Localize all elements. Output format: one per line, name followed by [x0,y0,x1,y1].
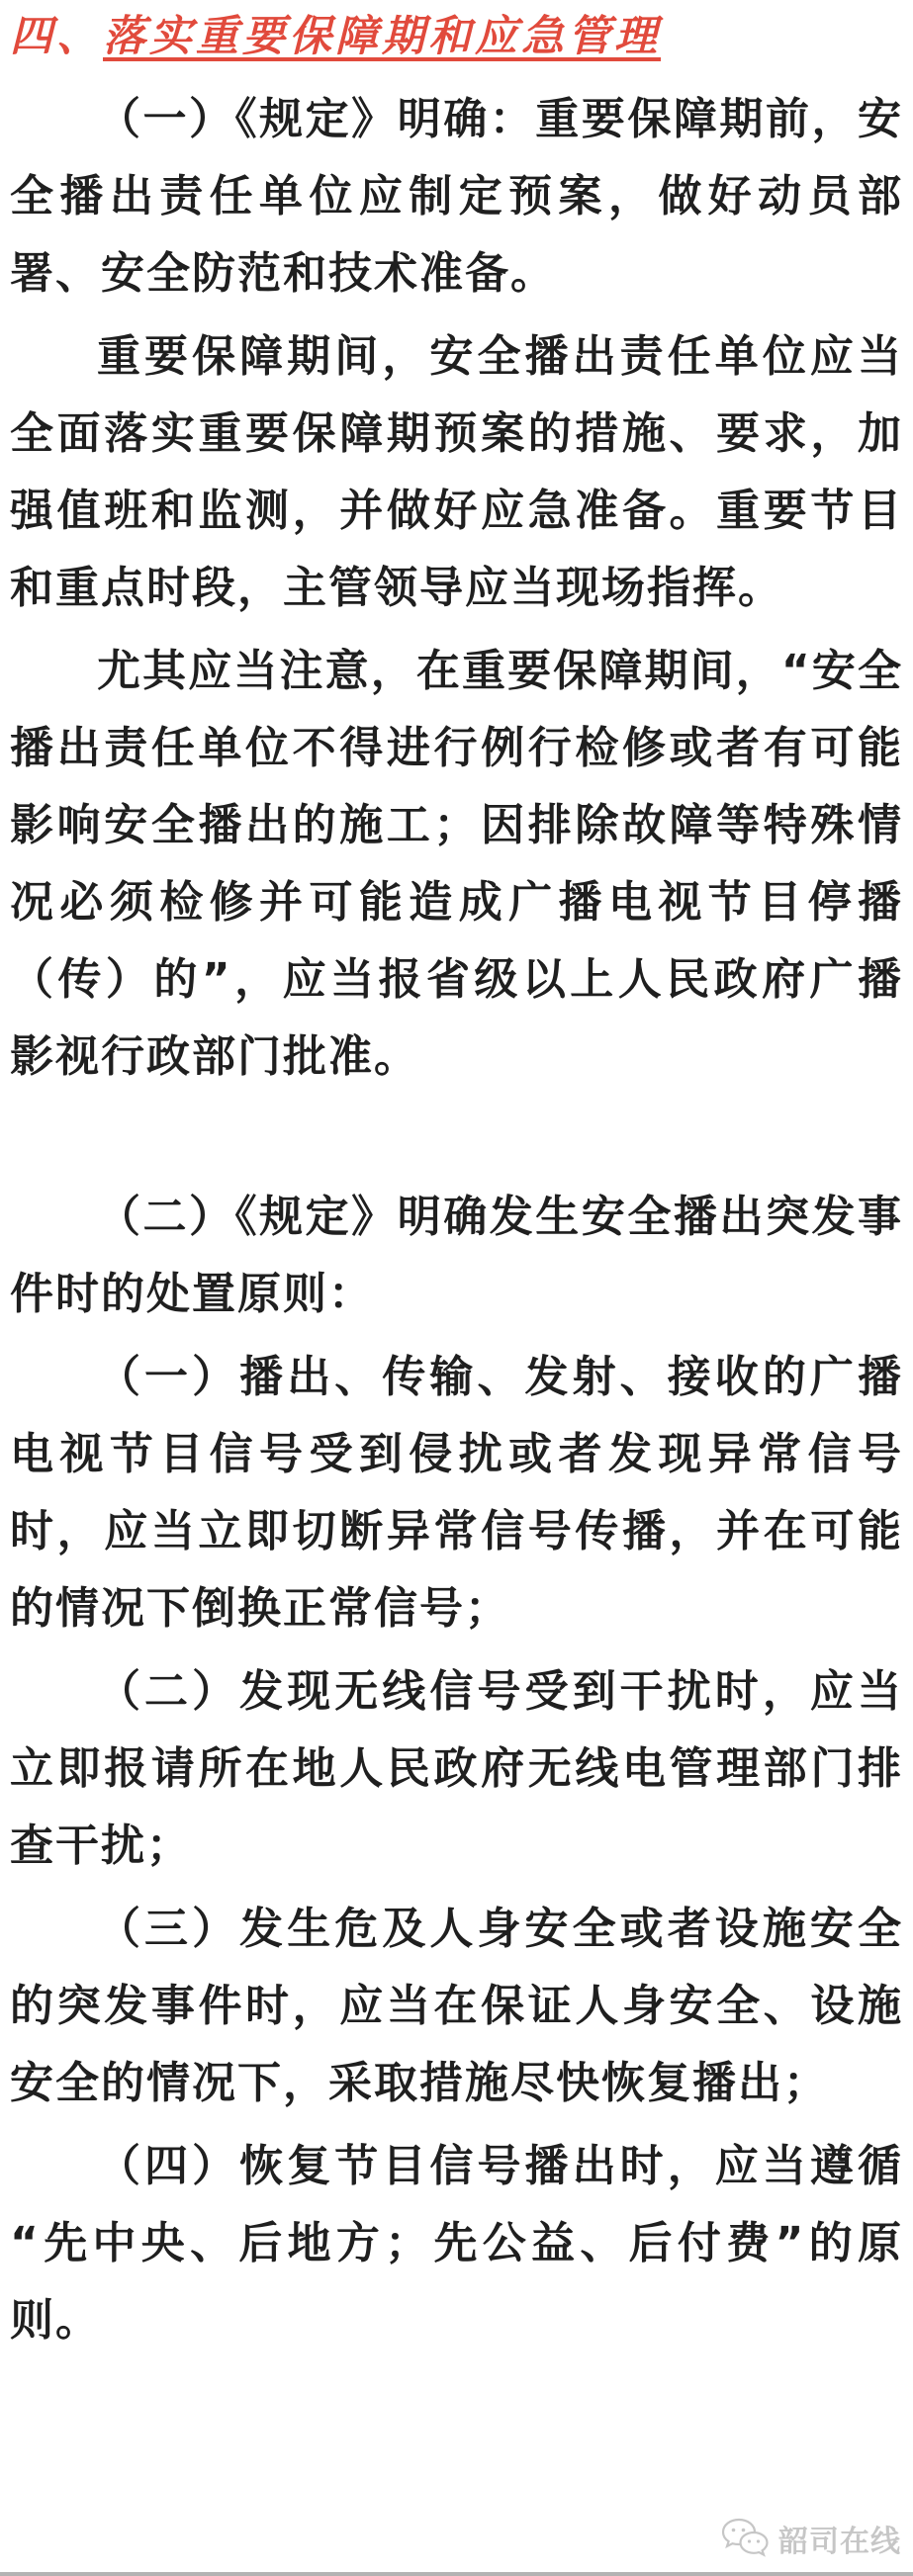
heading-title: 落实重要保障期和应急管理 [103,12,661,61]
section-heading [10,8,903,65]
watermark [719,2517,901,2560]
body-paragraph: （二）发现无线信号受到干扰时，应当立即报请所在地人民政府无线电管理部门排查干扰； [10,1666,903,1871]
body-paragraph: 尤其应当注意，在重要保障期间，“安全播出责任单位不得进行例行检修或者有可能影响安全播出的施工；因排除故障等特殊情况必须检修并可能造成广播电视节目停播（传）的”，应当报省级以上人民政府广播影视行政部门批准。 [10,646,903,1082]
wechat-icon [719,2517,771,2560]
body-paragraph: （二）《规定》明确发生安全播出突发事件时的处置原则： [10,1192,903,1319]
bottom-divider [0,2572,913,2576]
watermark-label: 韶司在线 [778,2525,901,2559]
body-paragraph: （四）恢复节目信号播出时，应当遵循“先中央、后地方；先公益、后付费”的原则。 [10,2141,903,2346]
body-paragraph: 重要保障期间，安全播出责任单位应当全面落实重要保障期预案的措施、要求，加强值班和监测，并做好应急准备。重要节目和重点时段，主管领导应当现场指挥。 [10,331,903,613]
heading-number: 四、 [10,12,103,61]
body-paragraph: （一）播出、传输、发射、接收的广播电视节目信号受到侵扰或者发现异常信号时，应当立即切断异常信号传播，并在可能的情况下倒换正常信号； [10,1352,903,1634]
body-paragraph: （三）发生危及人身安全或者设施安全的突发事件时，应当在保证人身安全、设施安全的情况下，采取措施尽快恢复播出； [10,1904,903,2108]
body-paragraph: （一）《规定》明确：重要保障期前，安全播出责任单位应制定预案，做好动员部署、安全防范和技术准备。 [10,94,903,299]
